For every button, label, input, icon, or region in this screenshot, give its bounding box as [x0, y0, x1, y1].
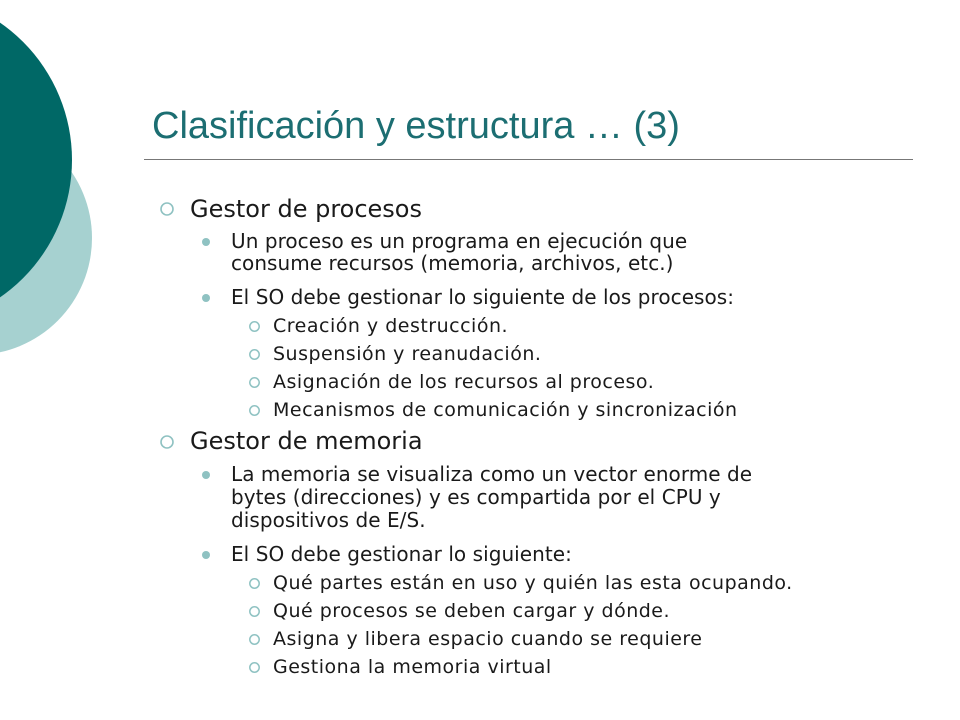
subitem-text: Asigna y libera espacio cuando se requiere — [273, 628, 703, 650]
hollow-circle-icon — [248, 605, 261, 618]
subitem-text: Creación y destrucción. — [273, 315, 509, 337]
title-divider — [144, 159, 913, 160]
subitem-text: Gestiona la memoria virtual — [273, 656, 552, 678]
item-text-line: El SO debe gestionar lo siguiente de los procesos: — [231, 285, 735, 309]
item-text-line: Un proceso es un programa en ejecución que — [231, 229, 688, 253]
subitem-text: Asignación de los recursos al proceso. — [273, 371, 655, 393]
hollow-circle-icon — [248, 577, 261, 590]
item-text-line: bytes (direcciones) y es compartida por el CPU y — [231, 485, 721, 509]
filled-dot-icon — [202, 238, 210, 246]
subitem-text: Qué procesos se deben cargar y dónde. — [273, 600, 671, 622]
item-text-line: El SO debe gestionar lo siguiente: — [231, 542, 572, 566]
filled-dot-icon — [202, 471, 210, 479]
filled-dot-icon — [202, 294, 210, 302]
item-text-line: dispositivos de E/S. — [231, 508, 426, 532]
hollow-circle-icon — [248, 633, 261, 646]
hollow-circle-icon — [248, 404, 261, 417]
hollow-circle-icon — [159, 201, 175, 217]
item-text-line: consume recursos (memoria, archivos, etc.) — [231, 251, 674, 275]
subitem-text: Qué partes están en uso y quién las esta ocupando. — [273, 572, 793, 594]
hollow-circle-icon — [248, 320, 261, 333]
subitem-text: Mecanismos de comunicación y sincronización — [273, 399, 738, 421]
hollow-circle-icon — [248, 376, 261, 389]
section-heading-memory: Gestor de memoria — [190, 427, 423, 455]
item-text-line: La memoria se visualiza como un vector enorme de — [231, 462, 753, 486]
decorative-circles — [0, 0, 100, 400]
slide-title: Clasificación y estructura … (3) — [152, 105, 680, 147]
subitem-text: Suspensión y reanudación. — [273, 343, 542, 365]
section-heading-processes: Gestor de procesos — [190, 195, 422, 223]
hollow-circle-icon — [159, 434, 175, 450]
filled-dot-icon — [202, 551, 210, 559]
hollow-circle-icon — [248, 661, 261, 674]
hollow-circle-icon — [248, 348, 261, 361]
